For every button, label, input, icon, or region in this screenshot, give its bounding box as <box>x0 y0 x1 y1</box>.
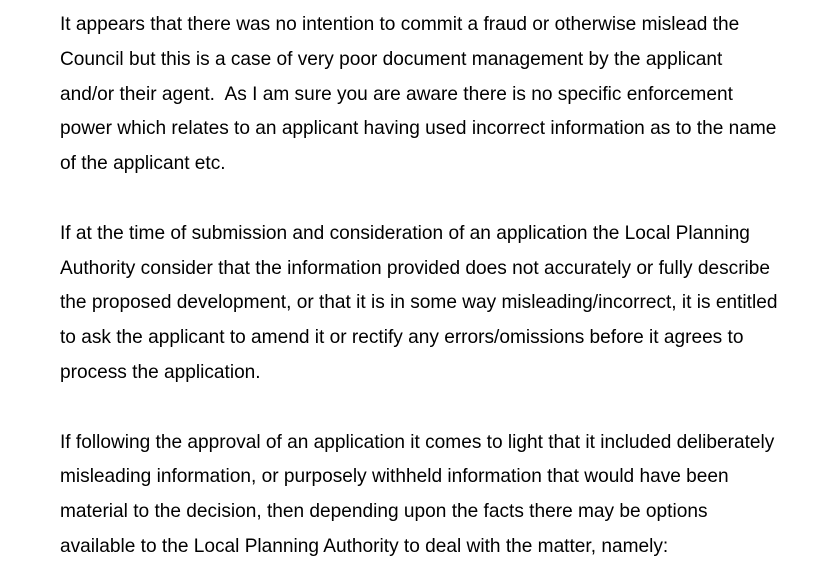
document-page <box>60 8 830 565</box>
text-line: of the applicant etc. <box>60 153 226 175</box>
paragraph-no-fraud-intent <box>60 8 830 182</box>
text-line: If at the time of submission and consideration of an application the Local Planning <box>60 222 750 244</box>
text-line: material to the decision, then depending upon the facts there may be options <box>60 501 708 523</box>
paragraph-submission-consideration <box>60 217 830 391</box>
text-line: It appears that there was no intention to commit a fraud or otherwise mislead the <box>60 14 740 35</box>
text-line: If following the approval of an application it comes to light that it included deliberately <box>60 431 775 453</box>
text-line: misleading information, or purposely withheld information that would have been <box>60 466 729 488</box>
text-line: available to the Local Planning Authority to deal with the matter, namely: <box>60 535 669 557</box>
text-line: Council but this is a case of very poor document management by the applicant <box>60 48 723 70</box>
paragraph-following-approval <box>60 426 830 565</box>
text-line: the proposed development, or that it is in some way misleading/incorrect, it is entitled <box>60 292 778 314</box>
text-line: process the application. <box>60 361 261 383</box>
text-line: power which relates to an applicant having used incorrect information as to the name <box>60 118 777 140</box>
text-line: to ask the applicant to amend it or rectify any errors/omissions before it agrees to <box>60 327 744 349</box>
text-line: Authority consider that the information provided does not accurately or fully describe <box>60 257 771 279</box>
text-line: and/or their agent. As I am sure you are aware there is no specific enforcement <box>60 83 733 105</box>
